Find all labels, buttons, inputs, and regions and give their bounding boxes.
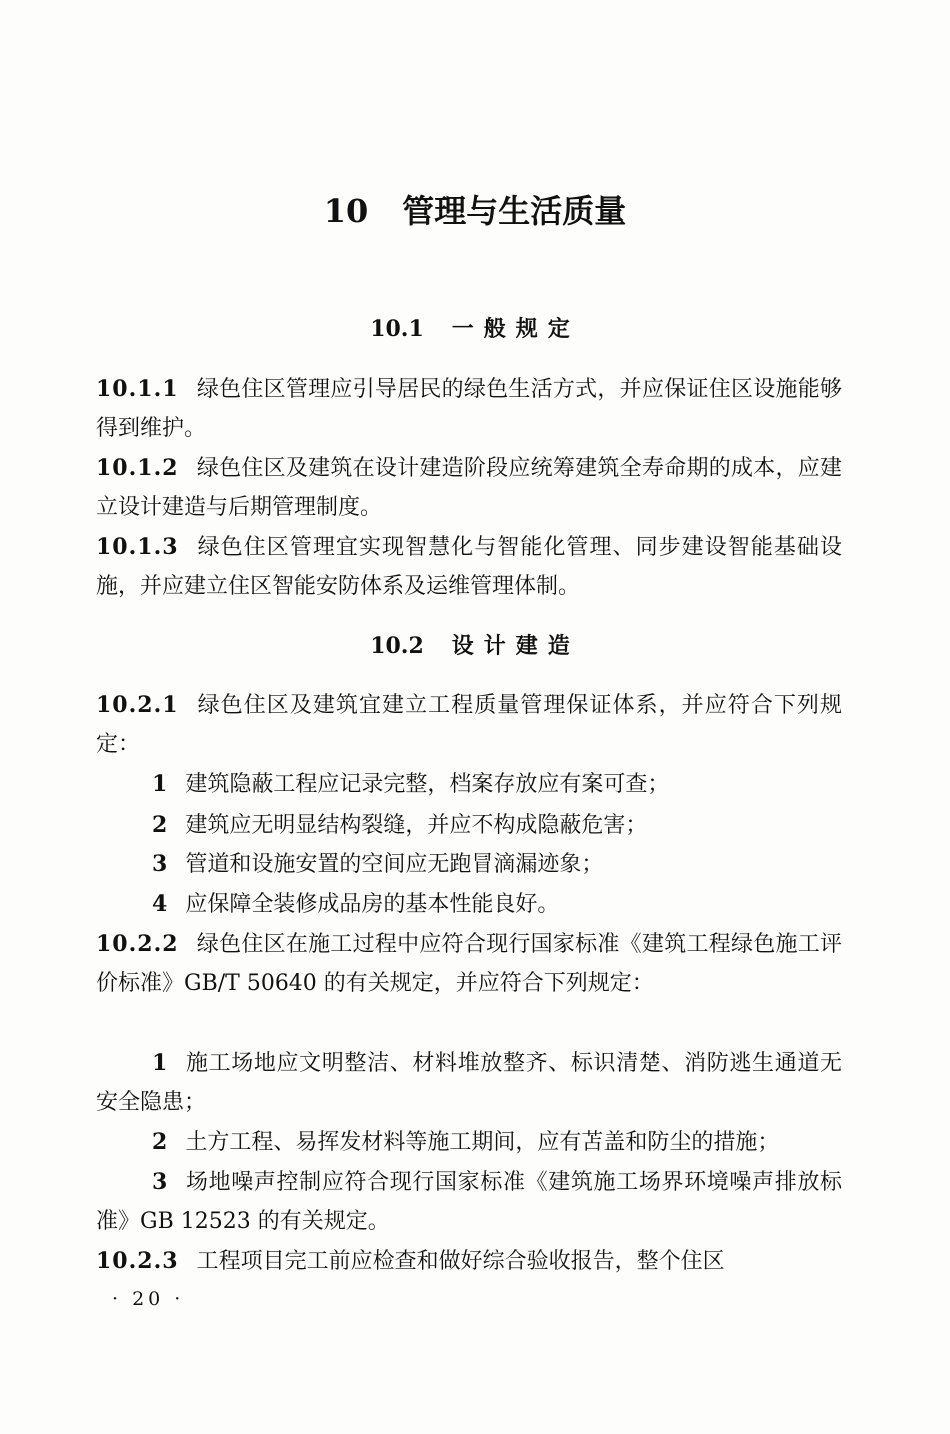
item-number: 1 — [152, 1050, 168, 1076]
clause-10-2-1 — [96, 686, 842, 764]
clause-number: 10.2.3 — [96, 1248, 179, 1274]
chapter-title — [0, 186, 950, 236]
section-title-text: 设计建造 — [451, 633, 580, 659]
clause-text: 工程项目完工前应检查和做好综合验收报告，整个住区 — [196, 1249, 725, 1274]
clause-text: 绿色住区在施工过程中应符合现行国家标准《建筑工程绿色施工评价标准》GB/T 50640 的有关规定，并应符合下列规定： — [96, 932, 842, 996]
item-text: 场地噪声控制应符合现行国家标准《建筑施工场界环境噪声排放标准》GB 12523 的有关规定。 — [96, 1170, 842, 1234]
section-number: 10.2 — [370, 633, 424, 659]
clause-10-1-2 — [96, 449, 842, 527]
section-title-text: 一般规定 — [451, 316, 580, 342]
clause-10-1-3 — [96, 528, 842, 606]
item-text: 建筑隐蔽工程应记录完整，档案存放应有案可查； — [185, 772, 670, 797]
item-number: 3 — [152, 1169, 168, 1195]
section-heading-10-2 — [0, 629, 950, 663]
list-item — [96, 1163, 842, 1241]
item-text: 管道和设施安置的空间应无跑冒滴漏迹象； — [185, 852, 604, 877]
item-text: 建筑应无明显结构裂缝，并应不构成隐蔽危害； — [185, 813, 648, 838]
list-item — [96, 1123, 842, 1162]
clause-number: 10.1.3 — [96, 534, 179, 560]
item-number: 2 — [152, 1129, 168, 1155]
section-heading-10-1 — [0, 312, 950, 346]
page-number: · 20 · — [112, 1288, 185, 1310]
clause-text: 绿色住区及建筑在设计建造阶段应统筹建筑全寿命期的成本，应建立设计建造与后期管理制度。 — [96, 456, 842, 520]
list-item — [96, 885, 842, 924]
item-number: 2 — [152, 812, 168, 838]
list-item — [96, 806, 842, 845]
list-item — [96, 1044, 842, 1122]
chapter-number: 10 — [323, 192, 369, 230]
clause-10-1-1 — [96, 370, 842, 448]
item-text: 土方工程、易挥发材料等施工期间，应有苫盖和防尘的措施； — [185, 1130, 780, 1155]
clause-text: 绿色住区管理宜实现智慧化与智能化管理、同步建设智能基础设施，并应建立住区智能安防体系及运维管理体制。 — [96, 535, 842, 599]
list-item — [96, 845, 842, 884]
section-number: 10.1 — [370, 316, 424, 342]
clause-text: 绿色住区及建筑宜建立工程质量管理保证体系，并应符合下列规定： — [96, 693, 842, 757]
clause-10-2-3 — [96, 1242, 842, 1281]
item-number: 3 — [152, 851, 168, 877]
list-item — [96, 765, 842, 804]
item-text: 应保障全装修成品房的基本性能良好。 — [185, 892, 560, 917]
item-number: 1 — [152, 771, 168, 797]
clause-number: 10.1.1 — [96, 376, 179, 402]
clause-text: 绿色住区管理应引导居民的绿色生活方式，并应保证住区设施能够得到维护。 — [96, 377, 842, 441]
clause-number: 10.2.1 — [96, 692, 179, 718]
clause-number: 10.2.2 — [96, 931, 179, 957]
item-text: 施工场地应文明整洁、材料堆放整齐、标识清楚、消防逃生通道无安全隐患； — [96, 1051, 842, 1115]
chapter-title-text: 管理与生活质量 — [402, 192, 627, 230]
clause-number: 10.1.2 — [96, 455, 179, 481]
item-number: 4 — [152, 891, 168, 917]
clause-10-2-2 — [96, 925, 842, 1003]
